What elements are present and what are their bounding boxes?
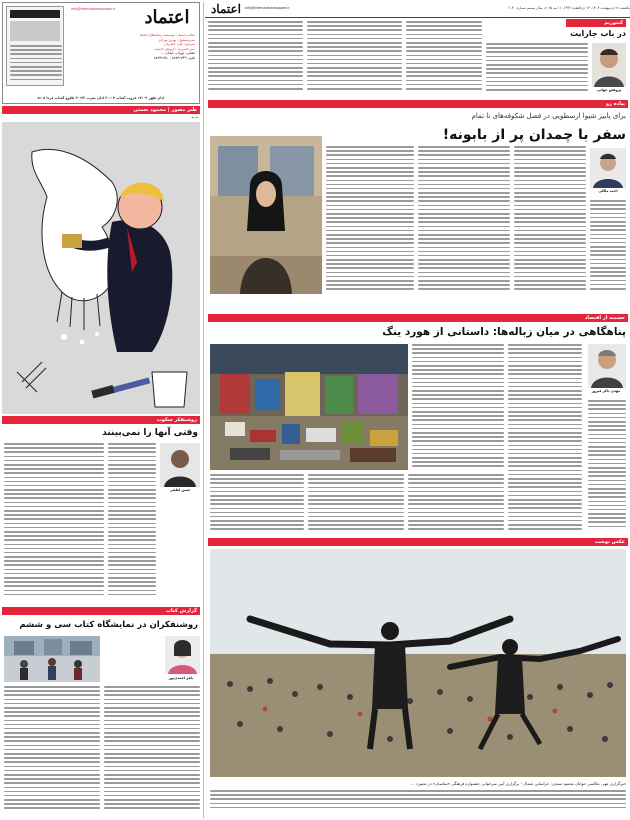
- feature-text-col-4: [590, 200, 626, 294]
- story-section-label: گزارش کتاب: [2, 607, 200, 615]
- second-text-col-6: [408, 474, 504, 534]
- story-body-text-2: [104, 686, 200, 816]
- second-author: مهدی ذاکر فیروز: [591, 389, 621, 393]
- masthead-line: مدیرمسئول: بهروز بهزادی: [158, 37, 195, 42]
- story-photo: [4, 636, 100, 682]
- second-headline: پناهگاهی در میان زباله‌ها: داستانی از هورد ینگ: [382, 326, 626, 338]
- frontpage-thumbnail: [6, 6, 64, 86]
- masthead-line: صاحب امتیاز: موسسه رسانه‌های اعتماد: [139, 33, 195, 37]
- masthead-address: نشانی: تهران، خیابان ...: [161, 51, 195, 56]
- second-text-col-1: [412, 344, 504, 470]
- feature-text-col-3: [514, 146, 586, 294]
- second-text-col-3: [588, 400, 626, 534]
- second-author-photo: [588, 344, 626, 388]
- column-divider: [203, 2, 204, 818]
- masthead-line: سردبیر: علی خضریان: [164, 42, 195, 47]
- opinion-section-label: روشنفکر سکوت: [2, 416, 200, 424]
- right-top-box: [486, 19, 626, 97]
- feature-text-col-1: [326, 146, 414, 294]
- top-text-col-3: [406, 21, 482, 95]
- opinion-headline: وقتی آنها را نمی‌بینند: [102, 428, 198, 438]
- cartoon-section-label: طنز مصور | محمود نعمتی: [2, 106, 200, 114]
- feature-section-label: پیاده رو: [208, 100, 628, 108]
- header-date-line: یکشنبه ۲۱ اردیبهشت ۱۴۰۴، ۱۳ ذی‌القعده ۱۴۴۶، ۱۱ مه ۲۰۲۵، سال بیستم شماره ۶۰۴۰: [508, 6, 630, 10]
- header-rule: [205, 17, 630, 18]
- right-top-section-label: کنتوریم: [566, 19, 626, 27]
- masthead-url[interactable]: Info@etemadnewspaper.ir: [71, 7, 116, 11]
- photo-story-caption: خبرگزاری مهر، عکاسی جوانان محمود سیدی: خراسانی شمال - برگزاری آیین سرخوانی جشنواره فرهنگی «ساسان» در بجنورد ...: [410, 781, 626, 786]
- second-text-col-2: [508, 344, 582, 534]
- top-text-col-1: [208, 21, 303, 95]
- story-body-text: [4, 686, 100, 816]
- right-top-author-photo: [592, 43, 626, 87]
- story-author-photo: [165, 636, 200, 674]
- masthead-line: دبیر تحریریه: داریوش احمدی: [154, 46, 195, 51]
- masthead-list: [67, 33, 195, 61]
- right-top-author: پژوهش جهانی: [596, 88, 622, 92]
- masthead-phone: تلفن: ۸۸۷۳۲۷۴۹ - ۸۸۷۳۲۷۵۰: [153, 55, 195, 60]
- feature-kicker: برای پاییز شیوا ارسطویی در فصل شکوفه‌های نا تمام: [471, 112, 626, 120]
- story-author: باقر احمدی‌پور: [168, 676, 194, 680]
- second-text-col-4: [210, 474, 304, 534]
- opinion-body-text-2: [4, 443, 104, 601]
- masthead-logo-block: [137, 5, 197, 31]
- photo-story-caption-lines: [210, 790, 626, 816]
- cartoon-sub: به به: [191, 115, 198, 119]
- top-text-col-2: [307, 21, 402, 95]
- masthead-bottom-line: اذان ظهر ۱۳:۰۲ غروب آفتاب ۲۰:۰۴ اذان مغرب ۲۰:۲۲ طلوع آفتاب فردا ۵:۰۸: [37, 96, 165, 101]
- right-top-headline: در باب جارایت: [570, 29, 626, 38]
- feature-text-col-2: [418, 146, 510, 294]
- feature-headline: سفر با چمدان پر از بابونه!: [442, 127, 626, 143]
- logo: اعتماد: [210, 2, 241, 16]
- top-header: [205, 2, 630, 16]
- feature-author: احمد مالکی: [598, 189, 618, 193]
- header-email[interactable]: Info@etemadnewspaper.ir: [245, 6, 290, 10]
- second-photo: [210, 344, 408, 470]
- photo-section-label: عکس نوشت: [208, 538, 628, 546]
- photo-story-image: [210, 549, 626, 777]
- cartoon-illustration: [2, 122, 200, 414]
- second-section-label: حسینه از اقتصاد: [208, 314, 628, 322]
- masthead-box: [2, 2, 200, 104]
- masthead-logo: اعتماد: [144, 7, 190, 28]
- opinion-body-text: [108, 443, 156, 601]
- right-top-body-text: [486, 43, 588, 95]
- feature-author-photo: [590, 148, 626, 188]
- feature-photo: [210, 136, 322, 294]
- second-text-col-5: [308, 474, 404, 534]
- story-headline: روشنفکران در نمایشگاه کتاب سی و ششم: [19, 620, 198, 630]
- opinion-author-photo: [160, 443, 200, 487]
- opinion-author: حسن لطفی: [169, 488, 191, 492]
